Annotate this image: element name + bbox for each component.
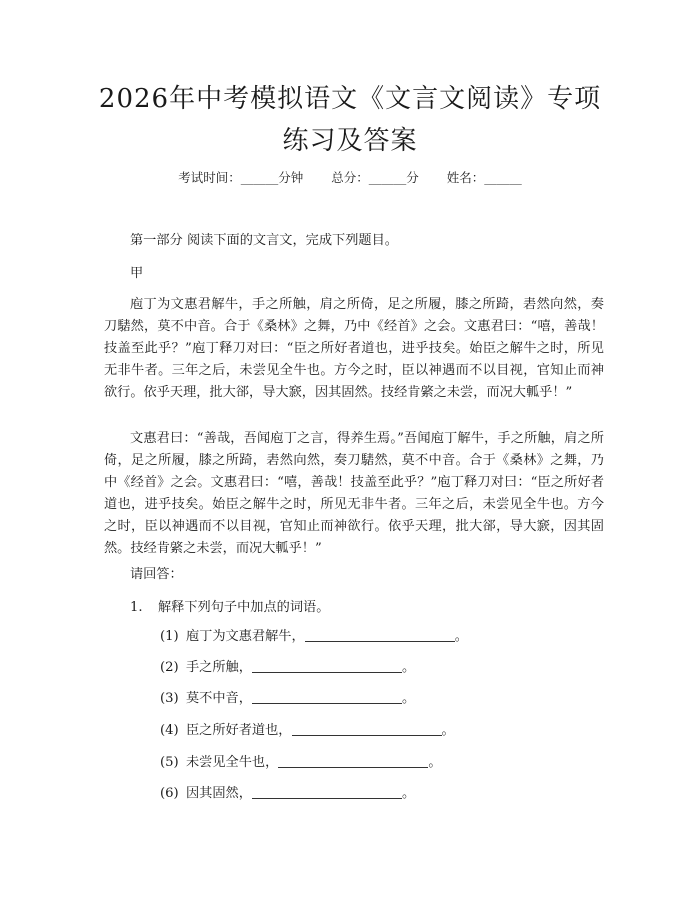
sub-question-text: 庖丁为文惠君解牛，: [186, 629, 305, 644]
exam-info-line: [0, 168, 700, 188]
passage-paragraph-2: 文惠君曰：“善哉，吾闻庖丁之言，得养生焉。”吾闻庖丁解牛，手之所触，肩之所倚，足之所履，膝之所踦，砉然向然，奏刀騞然，莫不中音。合于《桑林》之舞，乃中《经首》之会。文惠君曰：“嘻，善哉！技盖至此乎？”庖丁释刀对曰：“臣之所好者道也，进乎技矣。始臣之解牛之时，所见无非牛者。三年之后，未尝见全牛也。方今之时，臣以神遇而不以目视，官知止而神欲行。依乎天理，批大郤，导大窾，因其固然。技经肯綮之未尝，而况大軱乎！”: [104, 431, 604, 556]
sub-question-number: (1): [160, 629, 179, 644]
total-score-field: 总分：______分: [331, 170, 419, 185]
passage-label: 甲: [130, 266, 144, 281]
part-one-heading: 第一部分 阅读下面的文言文，完成下列题目。: [130, 233, 398, 248]
sub-question-6: [160, 783, 415, 805]
sub-question-number: (2): [160, 660, 179, 675]
sub-question-2: [160, 657, 415, 679]
answer-blank[interactable]: [252, 689, 402, 704]
sub-question-number: (5): [160, 755, 179, 770]
answer-blank[interactable]: [292, 721, 442, 736]
answer-prompt: 请回答：: [130, 567, 183, 582]
sub-question-number: (3): [160, 691, 179, 706]
sub-question-4: [160, 720, 455, 742]
passage-paragraph-1: 庖丁为文惠君解牛，手之所触，肩之所倚，足之所履，膝之所踦，砉然向然，奏刀騞然，莫不中音。合于《桑林》之舞，乃中《经首》之会。文惠君曰：“嘻，善哉！技盖至此乎？”庖丁释刀对曰：“臣之所好者道也，进乎技矣。始臣之解牛之时，所见无非牛者。三年之后，未尝见全牛也。方今之时，臣以神遇而不以目视，官知止而神欲行。依乎天理，批大郤，导大窾，因其固然。技经肯綮之未尝，而况大軱乎！”: [104, 297, 604, 400]
sub-question-number: (6): [160, 786, 179, 801]
sub-question-end: 。: [441, 723, 455, 738]
sub-question-text: 未尝见全牛也，: [186, 755, 279, 770]
sub-question-text: 莫不中音，: [186, 691, 252, 706]
sub-question-3: [160, 688, 415, 710]
sub-question-end: 。: [454, 629, 468, 644]
answer-blank[interactable]: [305, 627, 455, 642]
sub-question-text: 手之所触，: [186, 660, 252, 675]
sub-question-number: (4): [160, 723, 179, 738]
sub-question-end: 。: [401, 660, 416, 675]
question-1: [130, 597, 329, 619]
answer-blank[interactable]: [252, 658, 402, 673]
sub-question-text: 臣之所好者道也，: [186, 723, 292, 738]
sub-question-5: [160, 752, 442, 774]
sub-question-end: 。: [401, 786, 416, 801]
question-number: 1.: [130, 600, 143, 615]
student-name-field: 姓名：______: [446, 170, 522, 185]
page-title: 2026年中考模拟语文《文言文阅读》专项练习及答案: [98, 84, 602, 156]
sub-question-end: 。: [428, 755, 442, 770]
question-text: 解释下列句子中加点的词语。: [158, 600, 330, 615]
sub-question-text: 因其固然，: [186, 786, 252, 801]
answer-blank[interactable]: [278, 753, 428, 768]
sub-question-end: 。: [401, 691, 416, 706]
sub-question-1: [160, 626, 468, 648]
exam-time-field: 考试时间：______分钟: [178, 170, 304, 185]
answer-blank[interactable]: [252, 784, 402, 799]
